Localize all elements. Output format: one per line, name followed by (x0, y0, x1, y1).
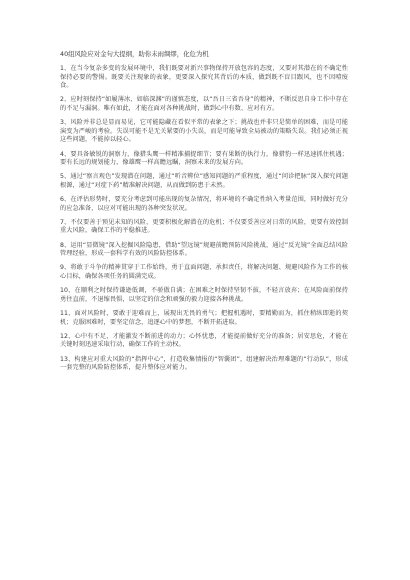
paragraph-8: 8、运用“显微镜”深入挖掘风险隐患，借助“望远镜”规避前瞻预防风险挑战，通过“反光镜”全面总结风险管理经验，形成一套科学有效的风险防控体系。 (60, 241, 348, 258)
paragraph-13: 13、构建应对重大风险的“指挥中心”，打造收集情报的“智囊团”，组建解决治理难题的“行动队”，形成一套完整的风险防控体系，提升整体应对能力。 (60, 355, 348, 372)
paragraph-2: 2、应时刻保持“如履薄冰、如临深渊”的谨慎态度，以“吾日三省吾身”的精神，不断反思自身工作中存在的不足与漏洞。唯有如此，才能在面对各种挑战时，做到心中有数、应对有方。 (60, 96, 348, 112)
paragraph-11: 11、面对风险时，要敢于迎难而上，展现出无畏的勇气；把握机遇时，要精勤而为，抓住稍纵即逝的契机；克服困难时，要坚定信念，追逐心中的梦想，不断开拓进取。 (60, 310, 348, 326)
paragraph-12: 12、心中有不足，才能激发不断前进的动力；心怀忧患，才能提前做好充分的准备；居安思危，才能在关键时刻迅速采取行动，确保工作的主动权。 (60, 332, 348, 349)
paragraph-4: 4、要具备敏锐的洞察力，像猎头鹰一样精准捕捉细节；要有果断的执行力，像猎豹一样迅速抓住机遇；要有长远的规划能力，像雄鹰一样高瞻远瞩，洞察未来的发展方向。 (60, 150, 348, 167)
paragraph-1: 1、在当今复杂多变的发展环境中，我们既要对新兴事物保持开放包容的态度，又要对其潜在的不确定性保持必要的警惕。既要关注现象的表象，更要深入探究其背后的本质，做到既不盲目跟风，也不因噎废食。 (60, 65, 348, 90)
paragraph-7: 7、不仅要善于预见未知的风险，更要积极化解潜在的危机；不仅要妥善应对日常的风险，更要有效控制重大风险，确保工作的平稳推进。 (60, 218, 348, 235)
paragraph-6: 6、在评估形势时，要充分考虑到可能出现的复杂情况，将环境的不确定性纳入考量范围，同时做好充分的应急准备，以应对可能出现的各种突发状况。 (60, 196, 348, 212)
paragraph-3: 3、风险并非总是显而易见，它可能隐藏在看似平常的表象之下；挑战也并非只是简单的困难，而是可能演变为严峻的考验。失误可能不是无关紧要的小失误，而是可能导致全局被动的策略失误。我们必须正视这些问题，不能掉以轻心。 (60, 119, 348, 144)
paragraph-5: 5、通过“察言观色”发现潜在问题，通过“听音辨位”感知问题的严重程度，通过“问诊把脉”深入探究问题根源，通过“对症下药”精准解决问题，从而做到防患于未然。 (60, 173, 348, 189)
paragraph-9: 9、将敢于斗争的精神贯穿于工作始终，勇于直面问题，承担责任，将解决问题、规避风险作为工作的核心目标，确保各项任务的圆满完成。 (60, 264, 348, 281)
document-title: 40组风险应对金句大提纲，助你未雨绸缪，化危为机 (60, 50, 209, 58)
paragraph-10: 10、在顺利之时保持谦逊低调，不骄傲自满；在困难之时保持坚韧不拔，不轻言放弃；在风险面前保持勇往直前，不退缩畏惧，以坚定的信念和顽强的毅力迎接各种挑战。 (60, 287, 348, 303)
